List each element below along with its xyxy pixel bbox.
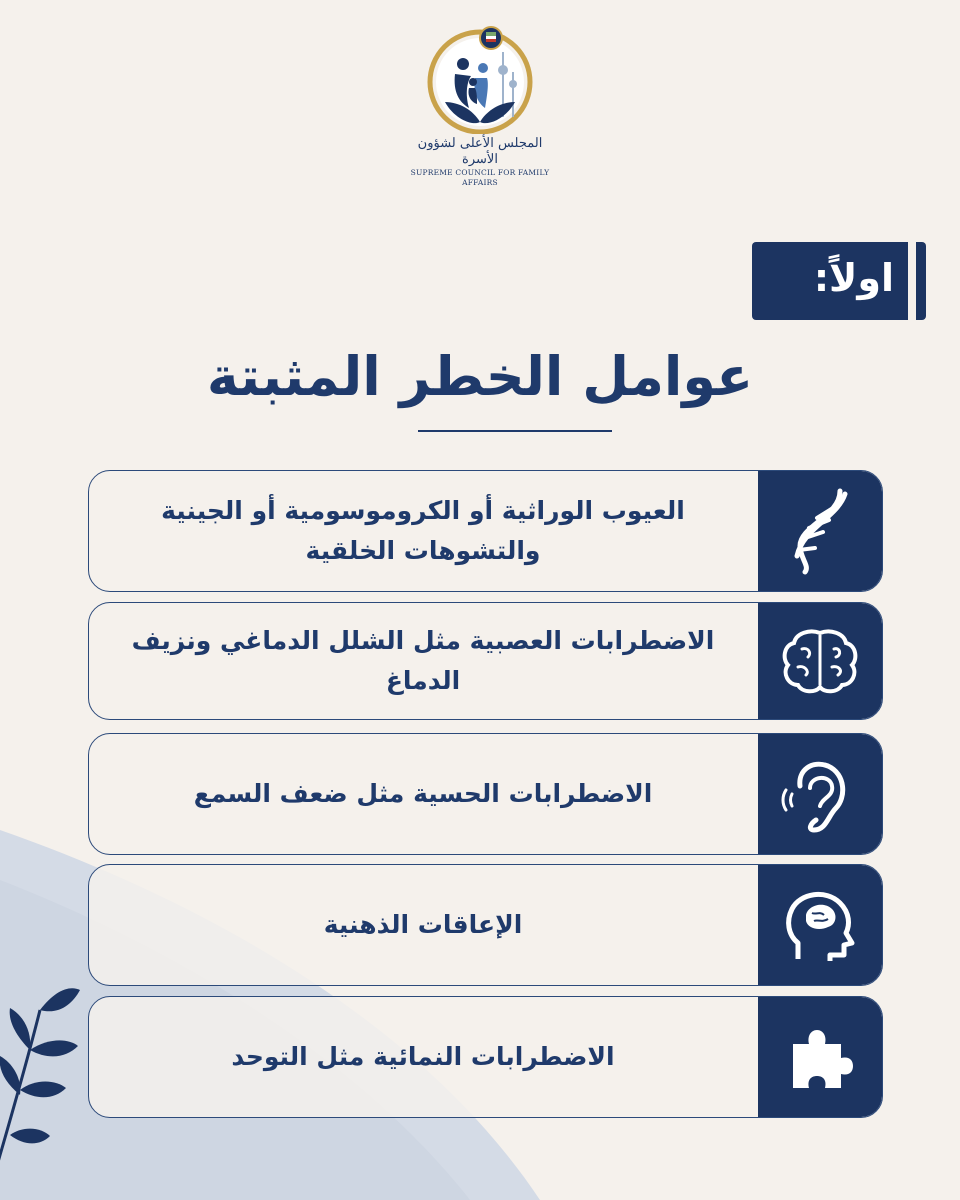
ear-icon [780,754,860,834]
brain-icon [780,627,860,695]
list-item [88,996,883,1118]
title-underline [418,430,612,432]
section-badge [752,242,914,320]
family-emblem-icon [425,22,535,134]
list-item [88,602,883,720]
puzzle-icon [785,1022,855,1092]
item-text: العيوب الوراثية أو الكروموسومية أو الجينية والتشوهات الخلقية [161,496,685,565]
item-text: الاضطرابات العصبية مثل الشلل الدماغي ونزيف الدماغ [131,626,715,695]
item-icon-box [758,734,882,854]
item-icon-box [758,997,882,1117]
head-brain-icon [780,885,860,965]
item-icon-box [758,471,882,591]
logo-arabic-name: المجلس الأعلى لشؤون الأسرة [417,136,543,167]
logo-english-name: SUPREME COUNCIL FOR FAMILY AFFAIRS [410,168,550,187]
dna-icon [785,486,855,576]
list-item [88,864,883,986]
leaves-decoration [0,960,90,1200]
item-text: الإعاقات الذهنية [323,910,523,939]
page-title: عوامل الخطر المثبتة [206,345,754,408]
item-text: الاضطرابات الحسية مثل ضعف السمع [193,779,653,808]
council-logo [400,22,560,192]
badge-divider [908,242,914,320]
list-item [88,470,883,592]
badge-label: اولاً: [813,256,894,300]
item-icon-box [758,865,882,985]
list-item [88,733,883,855]
item-icon-box [758,603,882,719]
item-text: الاضطرابات النمائية مثل التوحد [231,1042,615,1071]
